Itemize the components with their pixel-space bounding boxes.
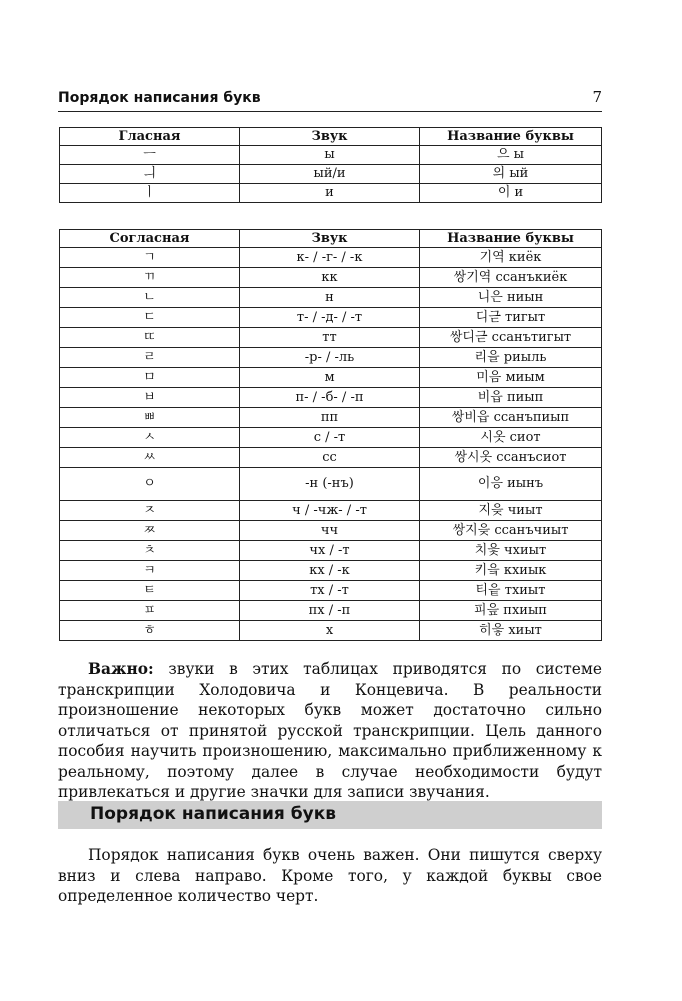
name-cell: 쌍시옷 ссанъсиот: [420, 448, 602, 468]
column-header: Звук: [240, 128, 420, 146]
name-cell: 시옷 сиот: [420, 428, 602, 448]
running-header-title: Порядок написания букв: [58, 90, 261, 106]
table-row: [60, 501, 602, 521]
name-cell: 비읍 пиып: [420, 388, 602, 408]
sound-cell: пп: [240, 408, 420, 428]
sound-cell: т- / -д- / -т: [240, 308, 420, 328]
sound-cell: чч: [240, 521, 420, 541]
table-row: [60, 328, 602, 348]
column-header: Гласная: [60, 128, 240, 146]
table-row: [60, 308, 602, 328]
letter-cell: ㅅ: [60, 428, 240, 448]
sound-cell: с / -т: [240, 428, 420, 448]
sound-cell: н: [240, 288, 420, 308]
sound-cell: тх / -т: [240, 581, 420, 601]
letter-cell: ㅁ: [60, 368, 240, 388]
note-lead: Важно:: [88, 660, 154, 678]
table-row: [60, 146, 602, 165]
letter-cell: ㅌ: [60, 581, 240, 601]
name-cell: 티읕 тхиыт: [420, 581, 602, 601]
table-row: [60, 468, 602, 501]
page-number: 7: [592, 88, 602, 106]
name-cell: 디귿 тигыт: [420, 308, 602, 328]
table-row: [60, 601, 602, 621]
name-cell: 키읔 кхиык: [420, 561, 602, 581]
vowel-table: [59, 127, 602, 203]
column-header: Название буквы: [420, 128, 602, 146]
sound-cell: ч / -чж- / -т: [240, 501, 420, 521]
letter-cell: ㅎ: [60, 621, 240, 641]
sound-cell: -р- / -ль: [240, 348, 420, 368]
sound-cell: кх / -к: [240, 561, 420, 581]
name-cell: 쌍디귿 ссанътигыт: [420, 328, 602, 348]
name-cell: 쌍지읒 ссанъчиыт: [420, 521, 602, 541]
sound-cell: сс: [240, 448, 420, 468]
table-row: [60, 428, 602, 448]
name-cell: 이 и: [420, 184, 602, 203]
letter-cell: ㅍ: [60, 601, 240, 621]
letter-cell: ㅉ: [60, 521, 240, 541]
table-row: [60, 521, 602, 541]
table-row: [60, 248, 602, 268]
consonant-table-header: [60, 230, 602, 248]
table-row: [60, 388, 602, 408]
sound-cell: -н (-нъ): [240, 468, 420, 501]
name-cell: 이응 иынъ: [420, 468, 602, 501]
table-row: [60, 408, 602, 428]
letter-cell: ㄴ: [60, 288, 240, 308]
letter-cell: ㅢ: [60, 165, 240, 184]
letter-cell: ㅃ: [60, 408, 240, 428]
table-row: [60, 288, 602, 308]
table-row: [60, 184, 602, 203]
letter-cell: ㄸ: [60, 328, 240, 348]
sound-cell: и: [240, 184, 420, 203]
name-cell: 쌍비읍 ссанъпиып: [420, 408, 602, 428]
sound-cell: п- / -б- / -п: [240, 388, 420, 408]
vowel-table-header: [60, 128, 602, 146]
sound-cell: ый/и: [240, 165, 420, 184]
table-row: [60, 561, 602, 581]
sound-cell: чх / -т: [240, 541, 420, 561]
note-paragraph: [58, 659, 602, 803]
letter-cell: ㅣ: [60, 184, 240, 203]
letter-cell: ㄲ: [60, 268, 240, 288]
letter-cell: ㄹ: [60, 348, 240, 368]
name-cell: 피읖 пхиып: [420, 601, 602, 621]
running-header: [58, 89, 602, 112]
section-heading: [58, 801, 602, 829]
name-cell: 리을 риыль: [420, 348, 602, 368]
name-cell: 히읗 хиыт: [420, 621, 602, 641]
note-text: звуки в этих таблицах приводятся по системе транскрипции Холодовича и Концевича. В реальности произношение некоторых букв может достаточно сильно отличаться от принятой русской транскрипции. Цель данного пособия научить произношению, максимально приближенному к реальному, поэтому далее в случае необходимости будут привлекаться и другие значки для записи звучания.: [58, 660, 602, 801]
letter-cell: ㅡ: [60, 146, 240, 165]
section-title: Порядок написания букв: [90, 804, 337, 824]
column-header: Название буквы: [420, 230, 602, 248]
name-cell: 으 ы: [420, 146, 602, 165]
letter-cell: ㄱ: [60, 248, 240, 268]
table-row: [60, 448, 602, 468]
sound-cell: к- / -г- / -к: [240, 248, 420, 268]
sound-cell: м: [240, 368, 420, 388]
name-cell: 의 ый: [420, 165, 602, 184]
name-cell: 기역 киёк: [420, 248, 602, 268]
sound-cell: пх / -п: [240, 601, 420, 621]
sound-cell: ы: [240, 146, 420, 165]
column-header: Согласная: [60, 230, 240, 248]
letter-cell: ㄷ: [60, 308, 240, 328]
table-row: [60, 165, 602, 184]
letter-cell: ㅊ: [60, 541, 240, 561]
table-row: [60, 368, 602, 388]
letter-cell: ㅈ: [60, 501, 240, 521]
name-cell: 치읓 чхиыт: [420, 541, 602, 561]
section-paragraph: Порядок написания букв очень важен. Они пишутся сверху вниз и слева направо. Кроме того, у каждой буквы свое определенное количество черт.: [58, 846, 602, 905]
name-cell: 쌍기역 ссанъкиёк: [420, 268, 602, 288]
name-cell: 니은 ниын: [420, 288, 602, 308]
table-row: [60, 541, 602, 561]
sound-cell: кк: [240, 268, 420, 288]
column-header: Звук: [240, 230, 420, 248]
name-cell: 미음 миым: [420, 368, 602, 388]
name-cell: 지읒 чиыт: [420, 501, 602, 521]
letter-cell: ㅇ: [60, 468, 240, 501]
table-row: [60, 581, 602, 601]
consonant-table: [59, 229, 602, 641]
letter-cell: ㅆ: [60, 448, 240, 468]
table-row: [60, 348, 602, 368]
table-row: [60, 268, 602, 288]
table-row: [60, 621, 602, 641]
letter-cell: ㅋ: [60, 561, 240, 581]
sound-cell: х: [240, 621, 420, 641]
sound-cell: тт: [240, 328, 420, 348]
letter-cell: ㅂ: [60, 388, 240, 408]
